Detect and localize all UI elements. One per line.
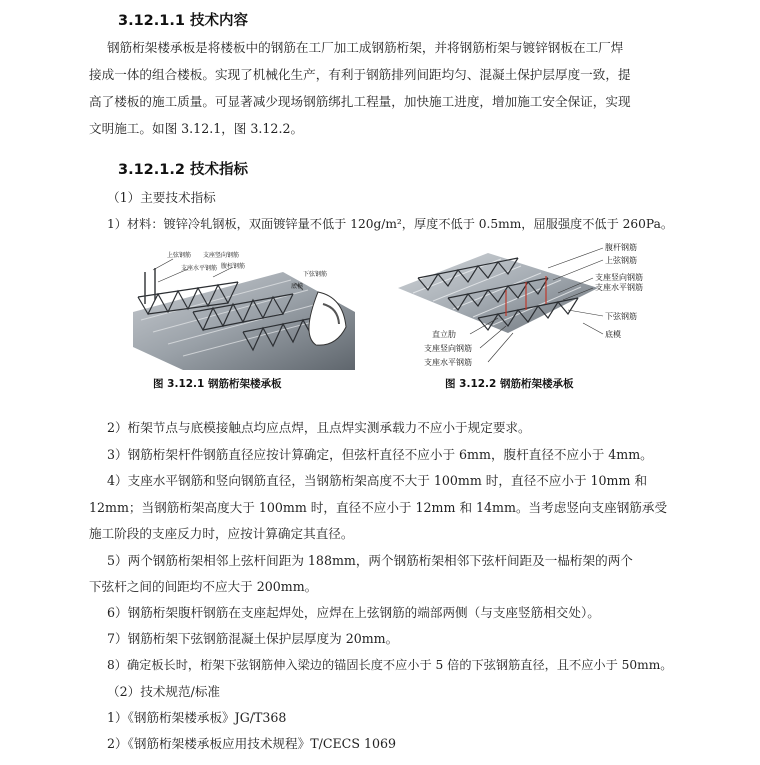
figure-truss-deck-1 [133,242,355,370]
label-web-bar: 腹杆钢筋 [221,263,246,270]
label-support-vertical-lower: 支座竖向钢筋 [424,344,472,353]
label-support-vertical: 支座竖向钢筋 [203,252,240,259]
truss-deck-illustration-1 [133,242,355,370]
list-item: 5）两个钢筋桁架相邻上弦杆间距为 188mm，两个钢筋桁架相邻下弦杆间距及一榀桁架的两个 [107,553,633,568]
list-item-standard: 2）《钢筋桁架楼承板应用技术规程》T/CECS 1069 [107,736,397,751]
list-item: 2）桁架节点与底模接触点均应点焊，且点焊实测承载力不应小于规定要求。 [107,420,531,435]
list-item: 6）钢筋桁架腹杆钢筋在支座起焊处，应焊在上弦钢筋的端部两侧（与支座竖筋相交处）。 [107,605,600,620]
figure-truss-deck-2 [398,238,668,370]
label-bottom-form: 底模 [605,330,621,339]
list-item: 4）支座水平钢筋和竖向钢筋直径，当钢筋桁架高度不大于 100mm 时，直径不应小于 10mm 和 [107,473,648,488]
list-item: 下弦杆之间的间距均不应大于 200mm。 [89,579,318,594]
label-upright-rib: 直立肋 [432,330,456,339]
paragraph-line: 高了楼板的施工质量。可显著减少现场钢筋绑扎工程量，加快施工进度，增加施工安全保证，实现 [89,94,631,109]
label-support-horizontal-lower: 支座水平钢筋 [424,358,472,367]
label-bottom-chord: 下弦钢筋 [605,312,637,321]
list-item-standard: 1）《钢筋桁架楼承板》JG/T368 [107,710,287,725]
label-top-chord: 上弦钢筋 [167,252,192,259]
label-support-vertical: 支座竖向钢筋 [595,273,643,282]
list-item: 3）钢筋桁架杆件钢筋直径应按计算确定，但弦杆直径不应小于 6mm，腹杆直径不应小于 4mm。 [107,447,653,462]
subheading-main-indicators: （1）主要技术指标 [107,190,216,205]
list-item: 7）钢筋桁架下弦钢筋混凝土保护层厚度为 20mm。 [107,631,399,646]
list-item: 12mm；当钢筋桁架高度大于 100mm 时，直径不应小于 12mm 和 14mm。当考虑竖向支座钢筋承受 [89,500,668,515]
label-support-horizontal: 支座水平钢筋 [595,283,643,292]
label-support-horizontal: 支座水平钢筋 [181,265,218,272]
list-item-material: 1）材料：镀锌冷轧钢板，双面镀锌量不低于 120g/m²，厚度不低于 0.5mm，屈服强度不低于 260Pa。 [107,217,674,231]
subheading-standards: （2）技术规范/标准 [107,684,221,699]
figure-caption-1: 图 3.12.1 钢筋桁架楼承板 [153,378,282,390]
paragraph-line: 文明施工。如图 3.12.1，图 3.12.2。 [89,121,304,136]
figure-caption-2: 图 3.12.2 钢筋桁架楼承板 [445,378,574,390]
paragraph-line: 接成一体的组合楼板。实现了机械化生产，有利于钢筋排列间距均匀、混凝土保护层厚度一致，提 [89,67,631,82]
label-web-bar: 腹杆钢筋 [605,243,637,252]
label-bottom-form: 底模 [291,283,304,290]
section-heading-technical-content: 3.12.1.1 技术内容 [118,13,249,29]
section-heading-technical-indicators: 3.12.1.2 技术指标 [118,162,249,178]
truss-deck-illustration-2 [398,238,668,370]
paragraph-line: 钢筋桁架楼承板是将楼板中的钢筋在工厂加工成钢筋桁架，并将钢筋桁架与镀锌钢板在工厂焊 [107,40,624,55]
list-item: 施工阶段的支座反力时，应按计算确定其直径。 [89,526,354,541]
label-bottom-chord: 下弦钢筋 [303,271,328,278]
label-top-chord: 上弦钢筋 [605,256,637,265]
list-item: 8）确定板长时，桁架下弦钢筋伸入梁边的锚固长度不应小于 5 倍的下弦钢筋直径，且不应小于 50mm。 [107,658,673,672]
